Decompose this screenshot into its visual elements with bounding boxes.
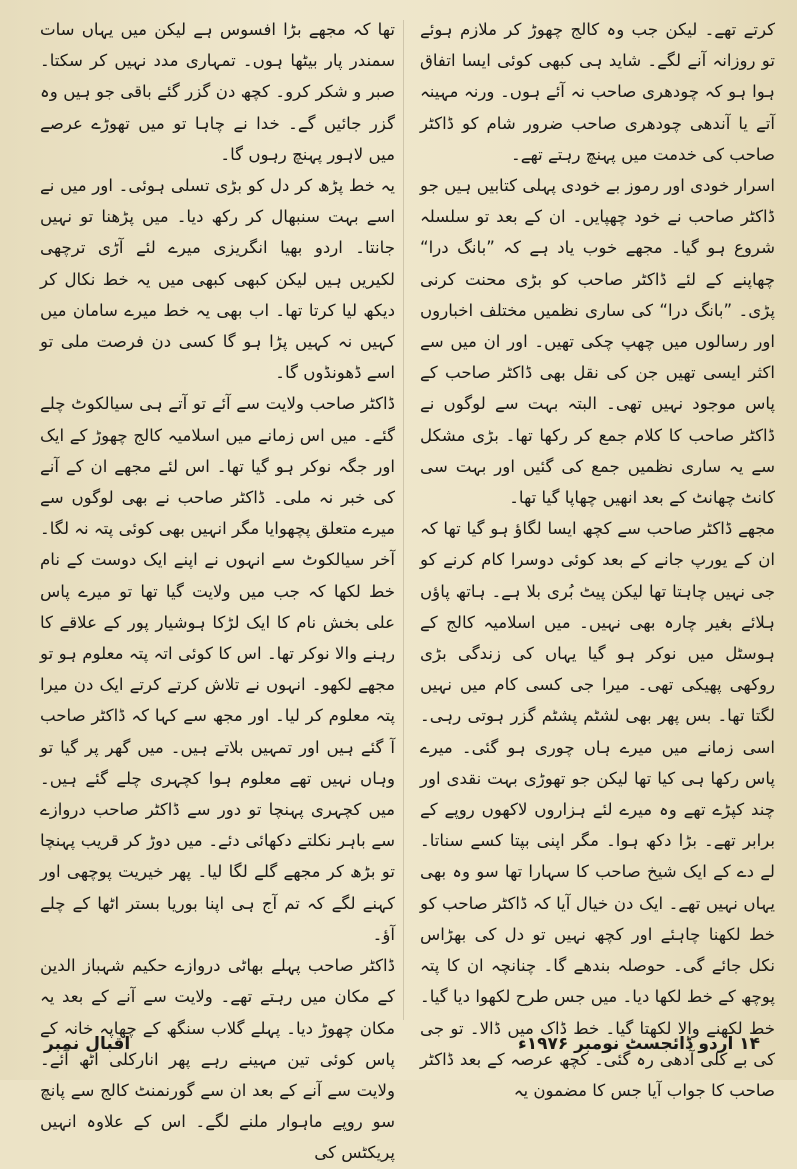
paragraph: یہ خط پڑھ کر دل کو بڑی تسلی ہوئی۔ اور میں نے اسے بہت سنبھال کر رکھ دیا۔ میں پڑھنا تو نہیں جانتا۔ اردو بھیا انگریزی میرے لئے آڑی ترچھی لکیریں ہیں لیکن کبھی کبھی میں یہ خط نکال کر دیکھ لیا کرتا تھا۔ اب بھی یہ خط میرے سامان میں کہیں نہ کہیں پڑا ہو گا کسی دن فرصت ملی تو اسے ڈھونڈوں گا۔ [40,176,395,383]
column-divider [403,20,404,1020]
paragraph: اسرار خودی اور رموز بے خودی پہلی کتابیں ہیں جو ڈاکٹر صاحب نے خود چھپایں۔ ان کے بعد تو سلسلہ شروع ہو گیا۔ مجھے خوب یاد ہے کہ ”بانگ درا“ چھاپنے کے لئے ڈاکٹر صاحب کو بڑی محنت کرنی پڑی۔ ”بانگ درا“ کی ساری نظمیں مختلف اخباروں اور رسالوں میں چھپ چکی تھیں۔ اور ان میں سے اکثر ایسی تھیں جن کی نقل بھی ڈاکٹر صاحب کے پاس موجود نہیں تھی۔ البتہ بہت سے لوگوں نے ڈاکٹر صاحب کا کلام جمع کر رکھا تھا۔ بڑی مشکل سے یہ ساری نظمیں جمع کی گئیں اور بہت سی کانٹ چھانٹ کے بعد انھیں چھاپا گیا تھا۔ [420,176,775,508]
paragraph: تھا کہ مجھے بڑا افسوس ہے لیکن میں یہاں سات سمندر پار بیٹھا ہوں۔ تمہاری مدد نہیں کر سکتا۔ صبر و شکر کرو۔ کچھ دن گزر گئے باقی جو ہیں وہ گزر جائیں گے۔ خدا نے چاہا تو میں تھوڑے عرصے میں لاہور پہنچ رہوں گا۔ [40,20,395,164]
issue-title-footer: اقبال نمبر [44,1034,131,1054]
paragraph: ڈاکٹر صاحب پہلے بھاٹی دروازے حکیم شہباز الدین کے مکان میں رہتے تھے۔ ولایت سے آنے کے بعد یہ مکان چھوڑ دیا۔ پہلے گلاب سنگھ کے چھاپہ خانہ کے پاس کوئی تین مہینے رہے پھر انارکلی اٹھ آئے۔ ولایت سے آنے کے بعد ان سے گورنمنٹ کالج سے پانچ سو روپے ماہوار ملنے لگے۔ اس کے علاوہ انہیں پریکٹس کی [40,956,395,1163]
page-number-footer: ۱۴ اردو ڈائجسٹ نومبر ۱۹۷۶ء [518,1034,760,1054]
paragraph: ڈاکٹر صاحب ولایت سے آئے تو آتے ہی سیالکوٹ چلے گئے۔ میں اس زمانے میں اسلامیہ کالج چھوڑ کے ایک اور جگہ نوکر ہو گیا تھا۔ اس لئے مجھے ان کے آنے کی خبر نہ ملی۔ ڈاکٹر صاحب نے بھی لوگوں سے میرے متعلق پچھوایا مگر انہیں بھی کوئی پتہ نہ لگا۔ آخر سیالکوٹ سے انہوں نے اپنے ایک دوست کے نام خط لکھا کہ جب میں ولایت گیا تھا تو میرے پاس علی بخش نام کا ایک لڑکا ہوشیار پور کے علاقے کا رہنے والا نوکر تھا۔ اس کا کوئی اتہ پتہ معلوم ہو تو مجھے لکھو۔ انہوں نے تلاش کرتے کرتے ایک دن میرا پتہ معلوم کر لیا۔ اور مجھ سے کہا کہ ڈاکٹر صاحب آ گئے ہیں اور تمہیں بلاتے ہیں۔ میں گھر پر گیا تو وہاں نہیں تھے معلوم ہوا کچہری چلے گئے ہیں۔ میں کچہری پہنچا تو دور سے ڈاکٹر صاحب دروازے سے باہر نکلتے دکھائی دئے۔ میں دوڑ کر قریب پہنچا تو بڑھ کر مجھے گلے لگا لیا۔ پھر خیریت پوچھی اور کہنے لگے کہ تم آج ہی اپنا بوریا بستر اٹھا کے چلے آؤ۔ [40,394,395,944]
paragraph: مجھے ڈاکٹر صاحب سے کچھ ایسا لگاؤ ہو گیا تھا کہ ان کے یورپ جانے کے بعد کوئی دوسرا کام کرنے کو جی نہیں چاہتا تھا لیکن پیٹ بُری بلا ہے۔ ہاتھ پاؤں ہلائے بغیر چارہ بھی نہیں۔ میں اسلامیہ کالج کے ہوسٹل میں نوکر ہو گیا یہاں کی زندگی بڑی روکھی پھیکی تھی۔ میرا جی کسی کام میں نہیں لگتا تھا۔ بس پھر بھی لشٹم پشٹم گزر ہوتی رہی۔ اسی زمانے میں میرے ہاں چوری ہو گئی۔ میرے پاس رکھا ہی کیا تھا لیکن جو تھوڑی بہت نقدی اور چند کپڑے تھے وہ میرے لئے ہزاروں لاکھوں روپے کے برابر تھے۔ بڑا دکھ ہوا۔ مگر اپنی بپتا کسے سناتا۔ لے دے کے ایک شیخ صاحب کا سہارا تھا سو وہ بھی یہاں نہیں تھے۔ ایک دن خیال آیا کہ ڈاکٹر صاحب کو خط لکھنا چاہئے اور کچھ نہیں تو دل کی بھڑاس نکل جائے گی۔ حوصلہ بندھے گا۔ چنانچہ ان کا پتہ پوچھ کے خط لکھا دیا۔ میں جس طرح لکھوا دیا گیا۔ خط لکھنے والا لکھتا گیا۔ خط ڈاک میں ڈالا۔ تو جی کی بے کلی آدھی رہ گئی۔ کچھ عرصہ کے بعد ڈاکٹر صاحب کا جواب آیا جس کا مضمون یہ [420,519,775,1100]
paragraph: کرتے تھے۔ لیکن جب وہ کالج چھوڑ کر ملازم ہوئے تو روزانہ آنے لگے۔ شاید ہی کبھی کوئی ایسا اتفاق ہوا ہو کہ چودھری صاحب نہ آئے ہوں۔ ورنہ مہینہ آتے یا آندھی چودھری صاحب ضرور شام کو ڈاکٹر صاحب کی خدمت میں پہنچ رہتے تھے۔ [420,20,775,164]
